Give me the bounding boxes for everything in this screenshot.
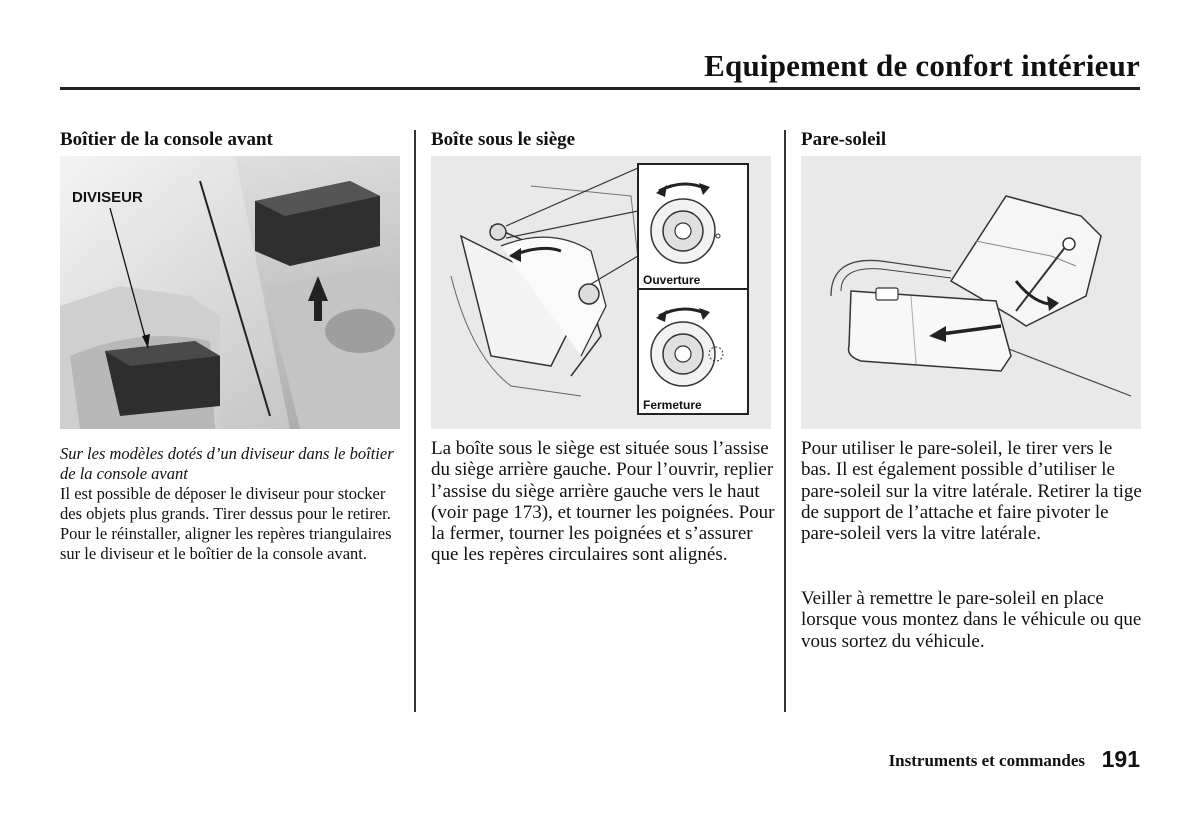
underseat-figure xyxy=(431,156,771,429)
console-caption: Sur les modèles dotés d’un diviseur dans le boîtier de la console avant xyxy=(60,444,394,483)
footer-section-label: Instruments et commandes xyxy=(888,751,1085,770)
console-body: Il est possible de déposer le diviseur pour stocker des objets plus grands. Tirer dessus pour le retirer. Pour le réinstaller, aligner les repères triangulaires sur le diviseur et le boîtier de la console avant. xyxy=(60,484,392,563)
sunvisor-section xyxy=(801,128,1142,652)
console-section xyxy=(60,128,400,563)
section-heading: Boîtier de la console avant xyxy=(60,129,273,150)
divider-label: DIVISEUR xyxy=(72,189,143,206)
open-label: Ouverture xyxy=(643,273,701,287)
sunvisor-body-2: Veiller à remettre le pare-soleil en place lorsque vous montez dans le véhicule ou que vous sortez du véhicule. xyxy=(801,588,1142,652)
section-heading: Boîte sous le siège xyxy=(431,129,576,150)
title-rule xyxy=(60,87,1140,90)
close-label: Fermeture xyxy=(643,398,702,412)
underseat-illustration xyxy=(431,156,771,429)
console-illustration xyxy=(60,156,400,429)
column-divider xyxy=(784,130,786,712)
page-number: 191 xyxy=(1101,746,1140,772)
sunvisor-illustration xyxy=(801,156,1141,429)
underseat-section xyxy=(431,128,775,566)
sunvisor-body-1: Pour utiliser le pare-soleil, le tirer vers le bas. Il est également possible d’utiliser le pare-soleil sur la vitre latérale. Retirer la tige de support de l’attache et faire pivoter le pare-soleil vers la vitre latérale. xyxy=(801,438,1142,545)
column-divider xyxy=(414,130,416,712)
console-figure xyxy=(60,156,400,429)
sunvisor-figure xyxy=(801,156,1141,429)
section-heading: Pare-soleil xyxy=(801,129,887,150)
underseat-body: La boîte sous le siège est située sous l’assise du siège arrière gauche. Pour l’ouvrir, replier l’assise du siège arrière gauche vers le haut (voir page 173), et tourner les poignées. Pour la fermer, tourner les poignées et s’assurer que les repères circulaires sont alignés. xyxy=(431,438,775,566)
page-title: Equipement de confort intérieur xyxy=(704,48,1140,83)
